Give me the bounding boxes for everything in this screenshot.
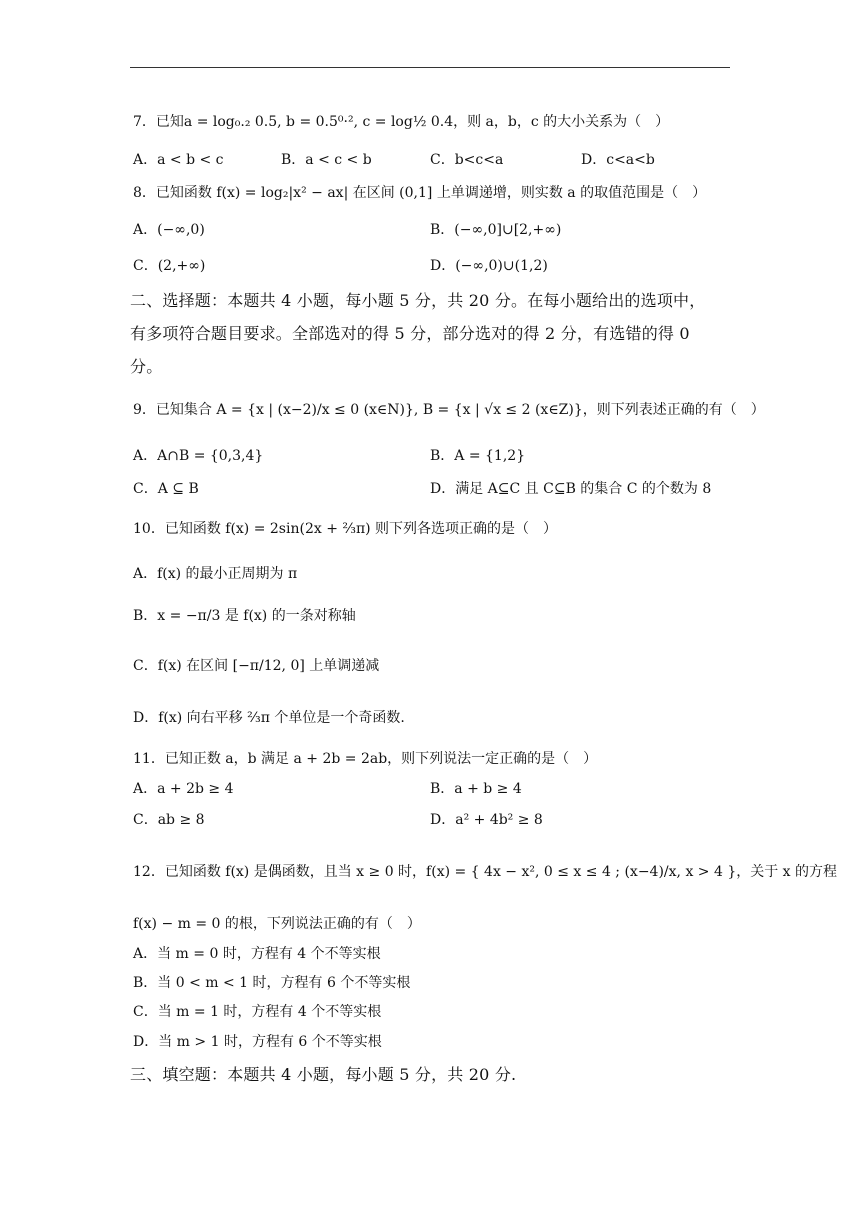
question-9-stem: 9．已知集合 A = {x | (x−2)/x ≤ 0 (x∈N)}, B = {x | √x ≤ 2 (x∈Z)}，则下列表述正确的有（ ）: [133, 402, 765, 418]
question-7-option-a: A．a < b < c: [133, 152, 224, 168]
section-2-heading-line-1: 二、选择题：本题共 4 小题，每小题 5 分，共 20 分。在每小题给出的选项中，: [130, 291, 706, 310]
header-rule: [130, 67, 730, 68]
question-7-option-b: B．a < c < b: [281, 152, 372, 168]
question-10-option-a: A．f(x) 的最小正周期为 π: [133, 566, 298, 582]
question-10-stem: 10．已知函数 f(x) = 2sin(2x + ⅔π) 则下列各选项正确的是（ ）: [133, 521, 558, 537]
question-8-option-d: D．(−∞,0)∪(1,2): [430, 258, 548, 274]
question-12-option-a: A．当 m = 0 时，方程有 4 个不等实根: [133, 946, 381, 962]
question-12-option-b: B．当 0 < m < 1 时，方程有 6 个不等实根: [133, 975, 411, 991]
question-11-option-d: D．a² + 4b² ≥ 8: [430, 812, 543, 828]
question-11-stem: 11．已知正数 a，b 满足 a + 2b = 2ab，则下列说法一定正确的是（ ）: [133, 751, 598, 767]
section-2-heading-line-3: 分。: [130, 357, 163, 376]
question-11-option-c: C．ab ≥ 8: [133, 812, 205, 828]
question-10-option-c: C．f(x) 在区间 [−π/12, 0] 上单调递减: [133, 658, 380, 674]
question-9-option-a: A．A∩B = {0,3,4}: [133, 448, 264, 464]
question-10-option-d: D．f(x) 向右平移 ⅔π 个单位是一个奇函数.: [133, 710, 405, 726]
question-12-option-d: D．当 m > 1 时，方程有 6 个不等实根: [133, 1034, 382, 1050]
question-8-option-c: C．(2,+∞): [133, 258, 206, 274]
question-8-option-b: B．(−∞,0]∪[2,+∞): [430, 222, 562, 238]
question-12-option-c: C．当 m = 1 时，方程有 4 个不等实根: [133, 1004, 382, 1020]
question-7-stem: 7．已知a = log₀.₂ 0.5, b = 0.5⁰·², c = log½ 0.4，则 a，b，c 的大小关系为（ ）: [133, 114, 670, 130]
question-9-option-c: C．A ⊆ B: [133, 481, 199, 497]
question-10-option-b: B．x = −π/3 是 f(x) 的一条对称轴: [133, 608, 356, 624]
section-2-heading-line-2: 有多项符合题目要求。全部选对的得 5 分，部分选对的得 2 分，有选错的得 0: [130, 324, 690, 343]
section-3-heading: 三、填空题：本题共 4 小题，每小题 5 分，共 20 分.: [130, 1065, 517, 1084]
question-11-option-b: B．a + b ≥ 4: [430, 781, 522, 797]
question-7-option-c: C．b<c<a: [430, 152, 504, 168]
question-9-option-d: D．满足 A⊆C 且 C⊆B 的集合 C 的个数为 8: [430, 481, 712, 497]
question-11-option-a: A．a + 2b ≥ 4: [133, 781, 234, 797]
question-7-option-d: D．c<a<b: [581, 152, 655, 168]
question-12-stem-continued: f(x) − m = 0 的根，下列说法正确的有（ ）: [133, 916, 421, 932]
question-8-stem: 8．已知函数 f(x) = log₂|x² − ax| 在区间 (0,1] 上单调递增，则实数 a 的取值范围是（ ）: [133, 185, 707, 201]
question-12-stem: 12．已知函数 f(x) 是偶函数，且当 x ≥ 0 时，f(x) = { 4x − x², 0 ≤ x ≤ 4 ; (x−4)/x, x > 4 }，关于 x 的方程: [133, 864, 838, 880]
question-9-option-b: B．A = {1,2}: [430, 448, 526, 464]
question-8-option-a: A．(−∞,0): [133, 222, 205, 238]
